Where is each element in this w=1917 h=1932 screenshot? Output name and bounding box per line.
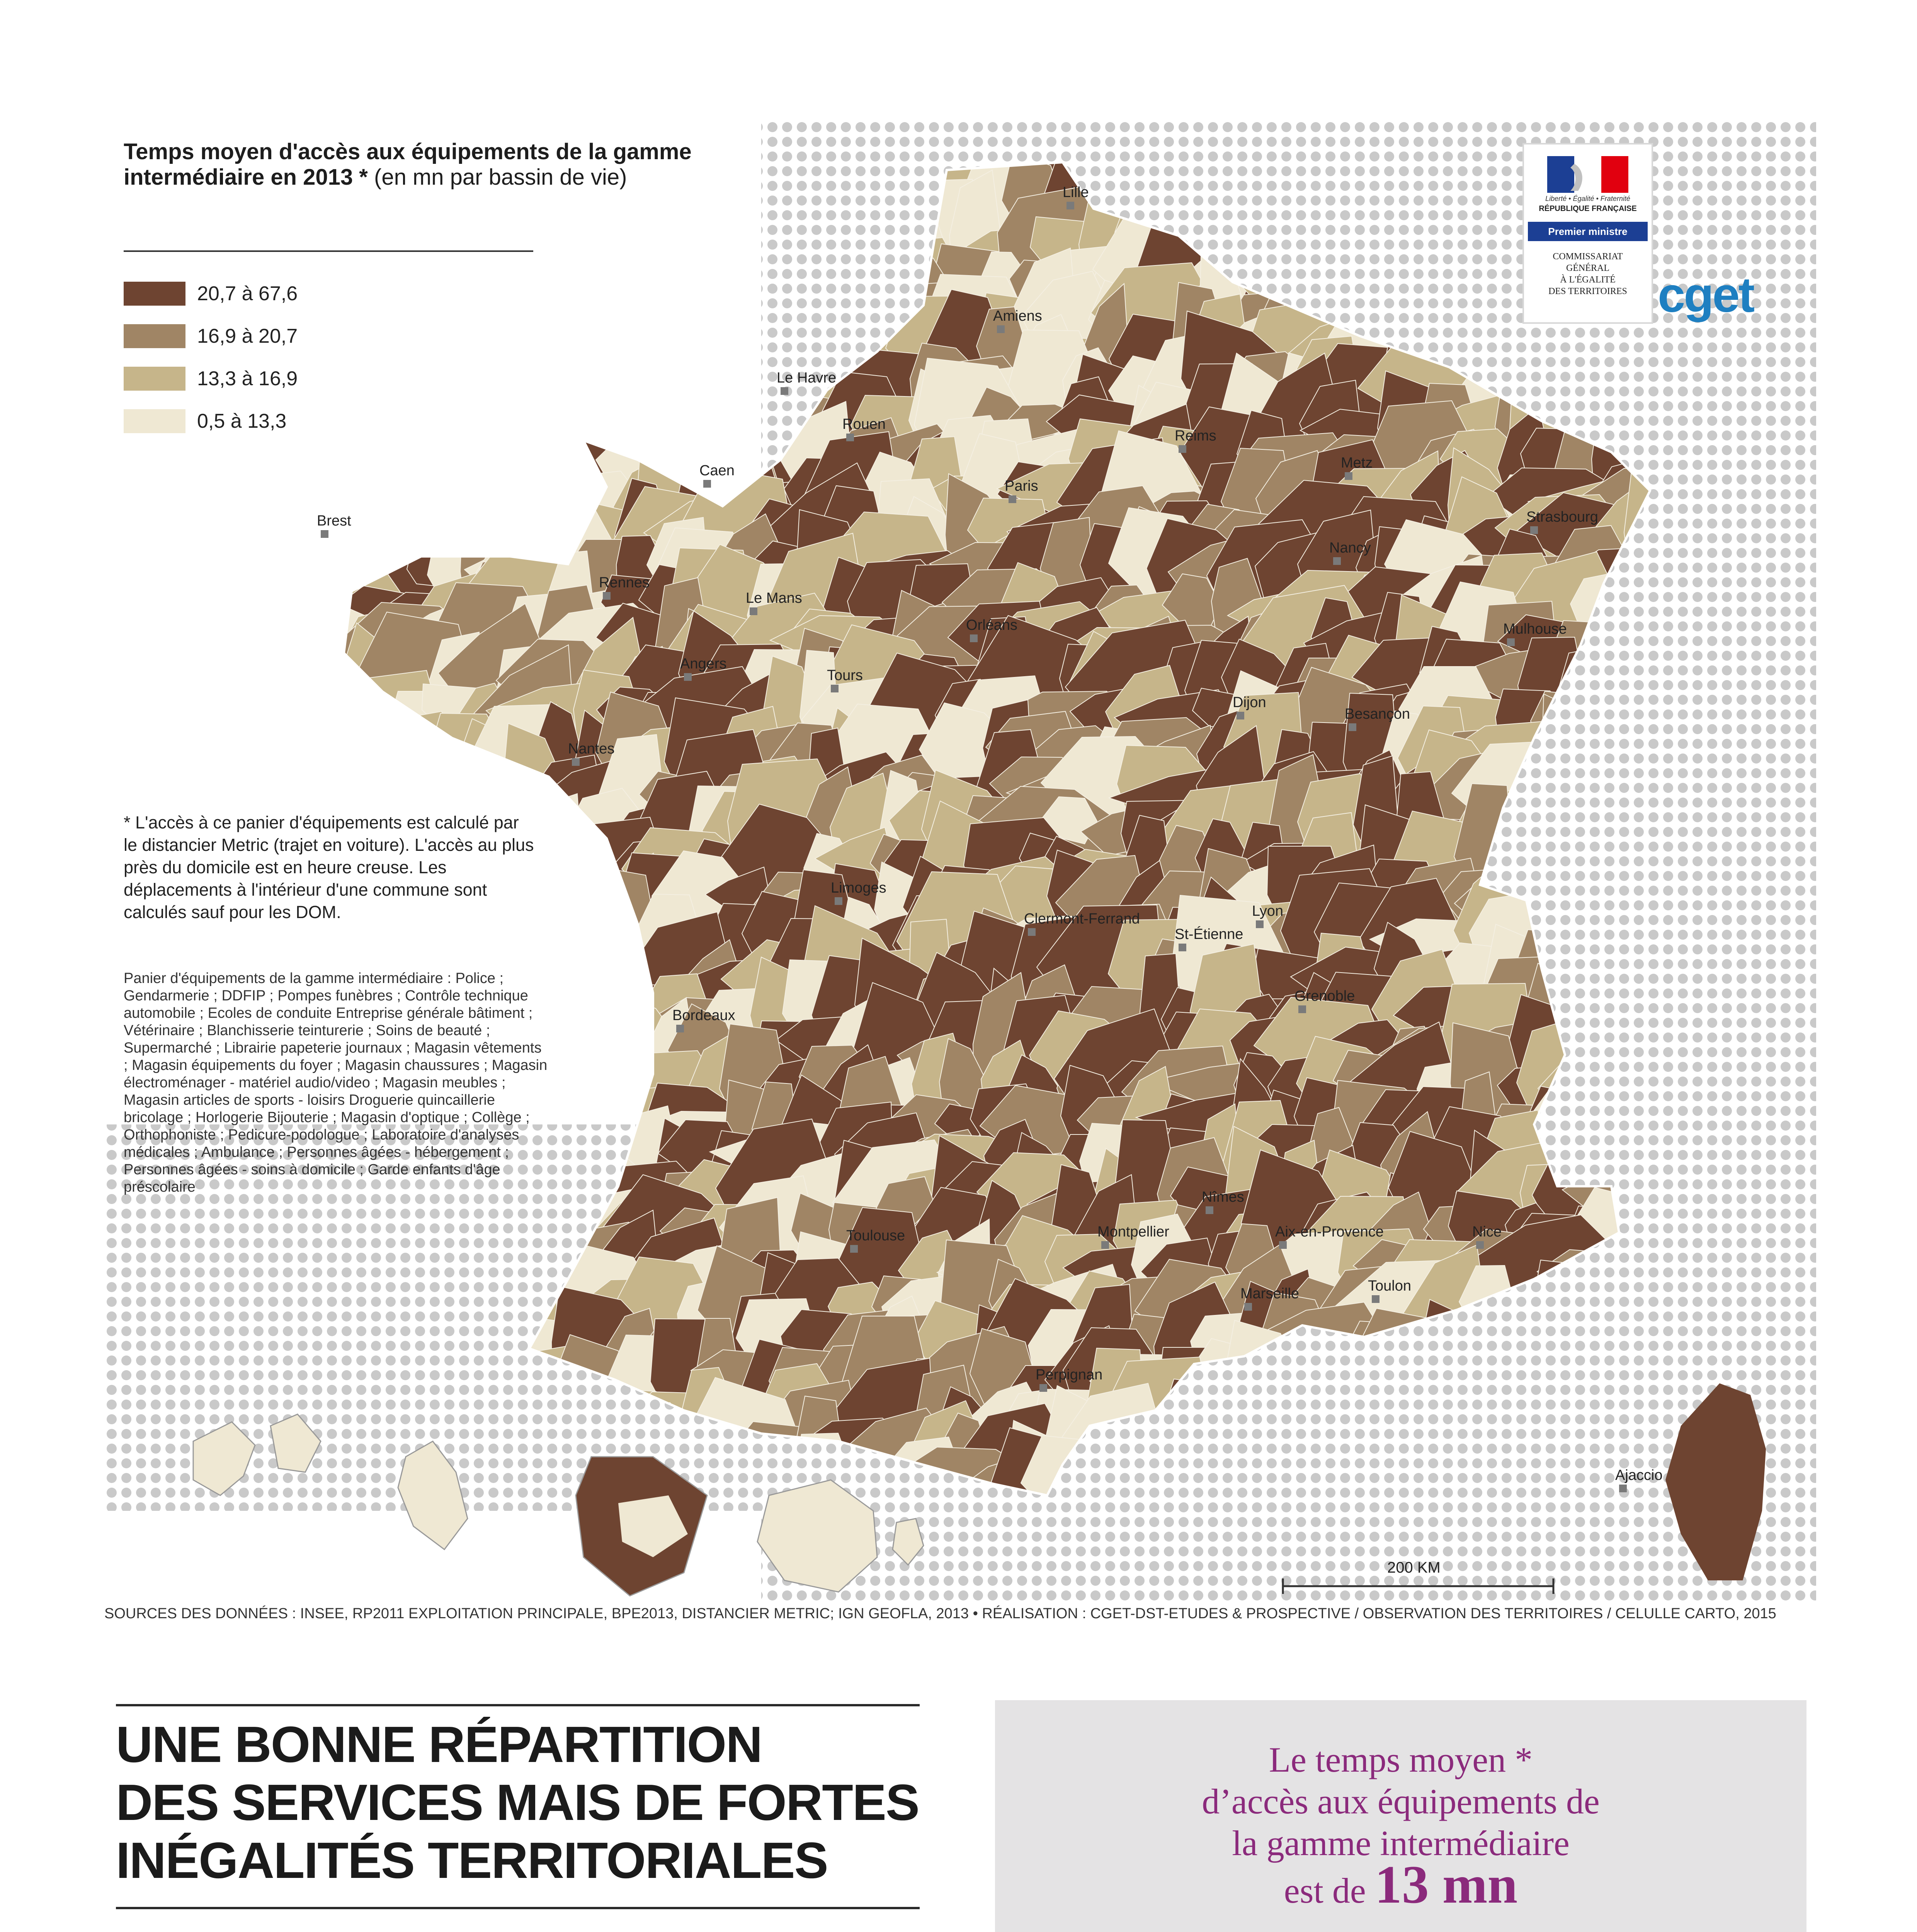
city-label: Aix-en-Provence xyxy=(1275,1224,1384,1240)
city-marker xyxy=(1476,1241,1484,1249)
city-label: Brest xyxy=(317,513,351,529)
city-label: Bordeaux xyxy=(672,1007,735,1024)
city-marker xyxy=(1530,526,1538,534)
legend-label: 20,7 à 67,6 xyxy=(197,282,298,305)
commissariat-line: COMMISSARIAT xyxy=(1553,252,1623,262)
stat-line xyxy=(995,1855,1806,1915)
city-marker xyxy=(1298,1005,1306,1013)
city-label: Grenoble xyxy=(1294,988,1355,1004)
city-label: Nancy xyxy=(1329,540,1371,556)
city-marker xyxy=(572,758,580,766)
legend-label: 16,9 à 20,7 xyxy=(197,325,298,347)
city-marker xyxy=(1279,1241,1287,1249)
city-marker xyxy=(1256,920,1264,928)
legend-swatch xyxy=(124,367,185,391)
city-label: Tours xyxy=(827,667,863,684)
legend-label: 13,3 à 16,9 xyxy=(197,367,298,390)
city-marker xyxy=(1179,445,1186,453)
avg-time-value: 13 mn xyxy=(1374,1855,1518,1915)
legend-unit: (en mn par bassin de vie) xyxy=(374,165,627,190)
city-marker xyxy=(1372,1295,1379,1303)
data-sources: SOURCES DES DONNÉES : INSEE, RP2011 EXPLOITATION PRINCIPALE, BPE2013, DISTANCIER METRIC; IGN GEOFLA, 2013 • RÉALISATION : CGET-DST-ETUDES & PROSPECTIVE / OBSERVATION DES TERRITOIRES / CELULLE CARTO, 2015 xyxy=(104,1605,1776,1622)
city-label: Le Mans xyxy=(746,590,802,606)
city-marker xyxy=(835,897,842,905)
city-label: Dijon xyxy=(1233,694,1266,711)
city-marker xyxy=(1179,944,1186,951)
city-label: Amiens xyxy=(993,308,1042,324)
city-label: St-Étienne xyxy=(1175,926,1243,942)
stat-line: Le temps moyen * xyxy=(1269,1740,1533,1779)
legend-swatch xyxy=(124,324,185,348)
city-label: Nice xyxy=(1472,1224,1502,1240)
city-label: Toulouse xyxy=(846,1228,905,1244)
city-label: Nîmes xyxy=(1202,1189,1244,1205)
legend-swatch xyxy=(124,409,185,433)
city-label: Nantes xyxy=(568,741,615,757)
city-marker xyxy=(321,530,328,538)
city-marker xyxy=(750,607,757,615)
legend-item xyxy=(124,280,298,307)
city-marker xyxy=(703,480,711,488)
city-label: Rouen xyxy=(842,416,886,432)
method-note: * L'accès à ce panier d'équipements est calculé par le distancier Metric (trajet en voiture). L'accès au plus près du domicile est en heure creuse. Les déplacements à l'intérieur d'une commune sont calculés sauf pour les DOM. xyxy=(124,813,534,922)
city-label: Montpellier xyxy=(1097,1224,1169,1240)
government-logo xyxy=(1522,143,1653,324)
headline-line: INÉGALITÉS TERRITORIALES xyxy=(116,1832,828,1889)
legend-label: 0,5 à 13,3 xyxy=(197,410,287,432)
legend-title xyxy=(124,139,703,190)
headline-line: UNE BONNE RÉPARTITION xyxy=(116,1716,762,1773)
headline xyxy=(116,1716,927,1889)
city-marker xyxy=(603,592,611,600)
city-label: Lille xyxy=(1063,184,1089,201)
stat-prefix: est de xyxy=(1284,1871,1366,1910)
city-marker xyxy=(1619,1485,1627,1492)
legend-item xyxy=(124,408,286,435)
scale-label: 200 KM xyxy=(1387,1559,1441,1576)
stat-line: d’accès aux équipements de xyxy=(1202,1782,1600,1821)
city-marker xyxy=(831,685,839,692)
city-marker xyxy=(1009,495,1016,503)
city-marker xyxy=(1244,1303,1252,1311)
city-marker xyxy=(1067,202,1074,209)
city-label: Lyon xyxy=(1252,903,1283,919)
city-marker xyxy=(1101,1241,1109,1249)
legend-item xyxy=(124,323,298,350)
city-marker xyxy=(1507,638,1515,646)
commissariat-text xyxy=(1524,251,1652,297)
city-label: Toulon xyxy=(1368,1278,1411,1294)
equipment-basket-text: Panier d'équipements de la gamme intermédiaire : Police ; Gendarmerie ; DDFIP ; Pompes funèbres ; Contrôle technique automobile ; Ecoles de conduite Entreprise générale bâtiment ; Vétérinaire ; Blanchisserie teinturerie ; Soins de beauté ; Supermarché ; Librairie papeterie journaux ; Magasin vêtements ; Magasin équipements du foyer ; Magasin chaussures ; Magasin électroménager - matériel audio/video ; Magasin meubles ; Magasin articles de sports - loisirs Droguerie quincaillerie bricolage ; Horlogerie Bijouterie ; Magasin d'optique ; Collège ; Orthophoniste ; Pedicure-podologue ; Laboratoire d'analyses médicales ; Ambulance ; Personnes âgées - hébergement ; Personnes âgées - soins à domicile ; Garde enfants d'âge préscolaire xyxy=(124,970,548,1195)
city-marker xyxy=(684,673,692,681)
city-label: Paris xyxy=(1005,478,1038,494)
city-label: Limoges xyxy=(831,880,886,896)
city-label: Rennes xyxy=(599,575,650,591)
cget-logo: cget xyxy=(1658,267,1754,323)
city-marker xyxy=(970,634,978,642)
legend-title-text: Temps moyen d'accès aux équipements de la gamme intermédiaire en 2013 * xyxy=(124,139,692,190)
headline-line: DES SERVICES MAIS DE FORTES xyxy=(116,1774,919,1831)
commissariat-line: À L'ÉGALITÉ xyxy=(1560,275,1616,285)
city-label: Strasbourg xyxy=(1526,509,1598,525)
legend-swatch xyxy=(124,282,185,306)
headline-rule-bottom xyxy=(116,1907,920,1909)
republique-label: RÉPUBLIQUE FRANÇAISE xyxy=(1539,204,1637,213)
city-label: Le Havre xyxy=(777,370,837,386)
premier-ministre-bar: Premier ministre xyxy=(1528,222,1648,241)
city-marker xyxy=(846,434,854,441)
city-marker xyxy=(1237,712,1244,719)
city-marker xyxy=(781,387,788,395)
republique-motto: Liberté • Égalité • Fraternité xyxy=(1545,195,1630,202)
city-marker xyxy=(997,325,1005,333)
city-marker xyxy=(1206,1206,1213,1214)
city-label: Ajaccio xyxy=(1615,1467,1663,1483)
legend-divider xyxy=(124,250,533,252)
city-label: Orléans xyxy=(966,617,1018,633)
city-marker xyxy=(1333,557,1341,565)
commissariat-line: DES TERRITOIRES xyxy=(1548,286,1627,296)
city-label: Metz xyxy=(1341,455,1373,471)
stat-line: la gamme intermédiaire xyxy=(1232,1823,1570,1863)
city-label: Mulhouse xyxy=(1503,621,1567,637)
city-label: Clermont-Ferrand xyxy=(1024,911,1140,927)
city-marker xyxy=(850,1245,858,1253)
legend-item xyxy=(124,365,298,392)
commissariat-line: GÉNÉRAL xyxy=(1566,263,1609,273)
city-marker xyxy=(1028,928,1036,936)
city-marker xyxy=(1039,1384,1047,1392)
city-label: Marseille xyxy=(1240,1286,1300,1302)
city-label: Besançon xyxy=(1345,706,1410,722)
city-marker xyxy=(676,1025,684,1032)
city-marker xyxy=(1345,472,1352,480)
city-label: Perpignan xyxy=(1036,1367,1103,1383)
city-label: Reims xyxy=(1175,428,1216,444)
city-marker xyxy=(1349,723,1356,731)
key-figures-box xyxy=(995,1700,1806,1932)
city-label: Caen xyxy=(699,463,735,479)
avg-time-statement xyxy=(995,1739,1806,1915)
city-label: Angers xyxy=(680,656,727,672)
headline-rule-top xyxy=(116,1704,920,1706)
